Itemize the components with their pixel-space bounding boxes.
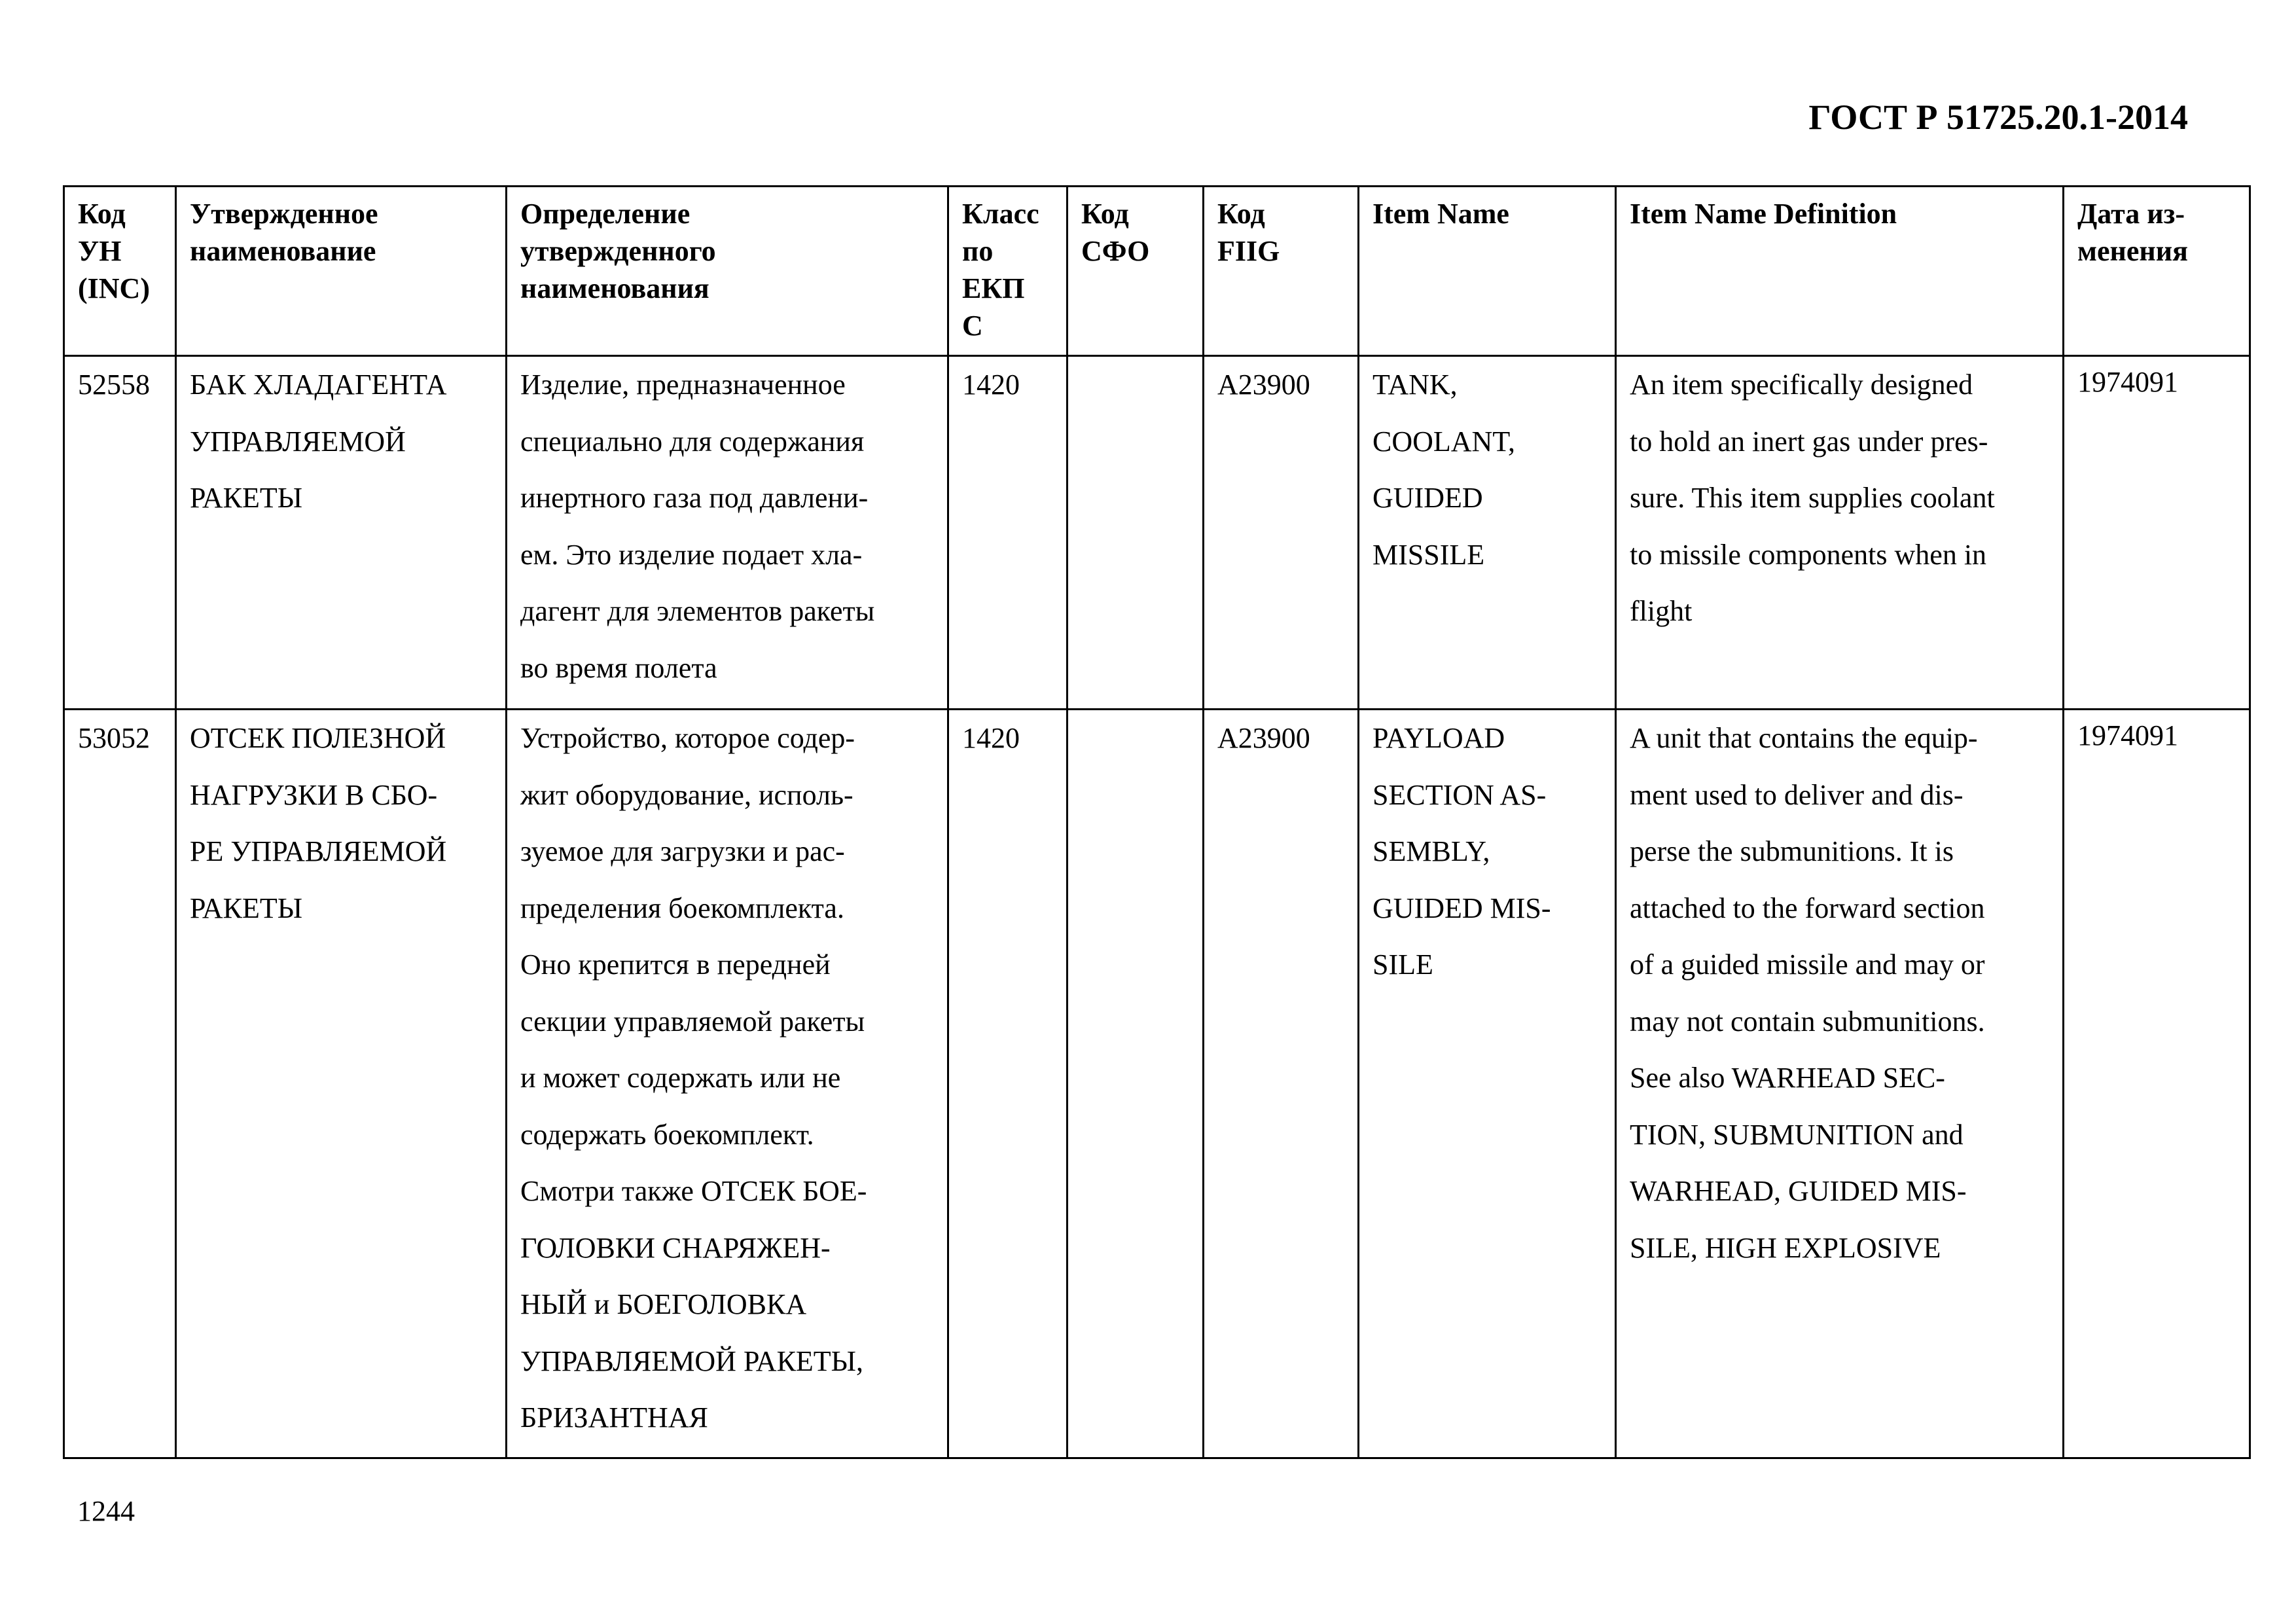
table-header-row	[64, 187, 2250, 356]
col-header-fiig: Код FIIG	[1204, 187, 1359, 356]
table-row	[64, 356, 2250, 710]
table-row	[64, 710, 2250, 1458]
cell-class: 1420	[948, 356, 1067, 710]
col-header-name-ru: Утвержденное наименование	[176, 187, 507, 356]
col-header-class: Класс по ЕКП С	[948, 187, 1067, 356]
col-header-sfo: Код СФО	[1067, 187, 1204, 356]
cell-class: 1420	[948, 710, 1067, 1458]
cell-inc: 53052	[64, 710, 176, 1458]
cell-sfo	[1067, 710, 1204, 1458]
cell-item-name-definition: A unit that contains the equip- ment used to deliver and dis- perse the submunitions. It is attached to the forward section of a guided missile and may or may not contain submunitions. See also WARHEAD SEC- TION, SUBMUNITION and WARHEAD, GUIDED MIS- SILE, HIGH EXPLOSIVE	[1616, 710, 2064, 1458]
cell-inc: 52558	[64, 356, 176, 710]
cell-item-name: PAYLOAD SECTION AS- SEMBLY, GUIDED MIS- SILE	[1359, 710, 1616, 1458]
page-number: 1244	[77, 1495, 135, 1527]
cell-fiig: A23900	[1204, 710, 1359, 1458]
cell-name-ru: БАК ХЛАДАГЕНТА УПРАВЛЯЕМОЙ РАКЕТЫ	[176, 356, 507, 710]
cell-name-ru: ОТСЕК ПОЛЕЗНОЙ НАГРУЗКИ В СБО- РЕ УПРАВЛЯЕМОЙ РАКЕТЫ	[176, 710, 507, 1458]
col-header-definition-ru: Определение утвержденного наименования	[507, 187, 948, 356]
col-header-item-name: Item Name	[1359, 187, 1616, 356]
nomenclature-table	[63, 185, 2251, 1459]
cell-date: 1974091	[2064, 710, 2250, 1458]
cell-sfo	[1067, 356, 1204, 710]
cell-date: 1974091	[2064, 356, 2250, 710]
cell-item-name-definition: An item specifically designed to hold an inert gas under pres- sure. This item supplies coolant to missile components when in flight	[1616, 356, 2064, 710]
col-header-inc: Код УН (INC)	[64, 187, 176, 356]
col-header-item-name-definition: Item Name Definition	[1616, 187, 2064, 356]
document-title: ГОСТ Р 51725.20.1-2014	[1808, 98, 2188, 137]
cell-definition-ru: Устройство, которое содер- жит оборудование, исполь- зуемое для загрузки и рас- пределения боекомплекта. Оно крепится в передней секции управляемой ракеты и может содержать или не содержать боекомплект. Смотри также ОТСЕК БОЕ- ГОЛОВКИ СНАРЯЖЕН- НЫЙ и БОЕГОЛОВКА УПРАВЛЯЕМОЙ РАКЕТЫ, БРИЗАНТНАЯ	[507, 710, 948, 1458]
cell-definition-ru: Изделие, предназначенное специально для содержания инертного газа под давлени- ем. Это изделие подает хла- дагент для элементов ракеты во время полета	[507, 356, 948, 710]
col-header-date: Дата из- менения	[2064, 187, 2250, 356]
cell-item-name: TANK, COOLANT, GUIDED MISSILE	[1359, 356, 1616, 710]
cell-fiig: A23900	[1204, 356, 1359, 710]
